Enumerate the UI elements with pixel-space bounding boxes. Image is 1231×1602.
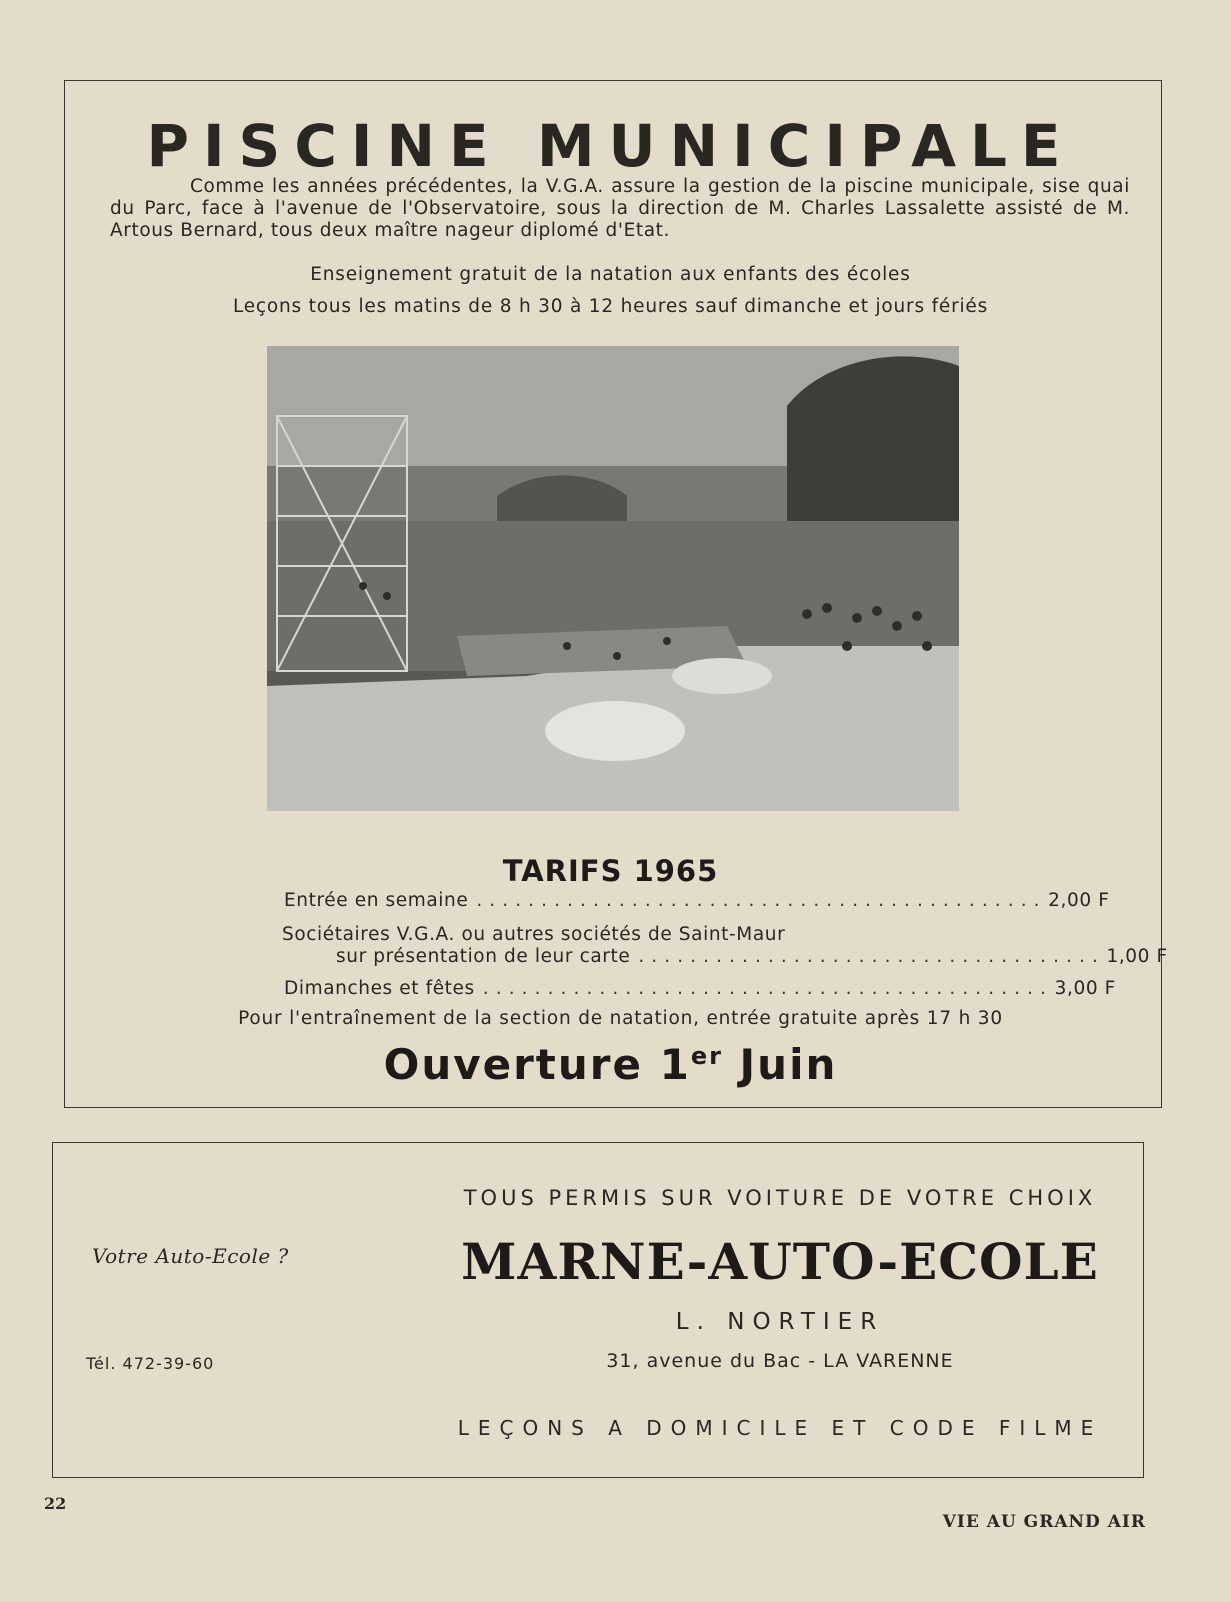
tarif-row-sundays — [284, 978, 1116, 999]
magazine-name: VIE AU GRAND AIR — [942, 1512, 1146, 1532]
tarif-row-members — [282, 924, 932, 945]
tarif-label: Entrée en semaine — [284, 890, 469, 911]
intro-paragraph: Comme les années précédentes, la V.G.A. assure la gestion de la piscine municipale, sise quai du Parc, face à l'avenue de l'Observatoire, sous la direction de M. Charles Lassalette assisté de M. Artous Bernard, tous deux maître nageur diplomé d'Etat. — [110, 176, 1130, 241]
tarif-label: Sociétaires V.G.A. ou autres sociétés de Saint-Maur — [282, 924, 786, 945]
tarif-price: 1,00 F — [1106, 946, 1168, 967]
leader-dots: . . . . . . . . . . . . . . . . . . . . . . . . . . . . . . . . . . . . — [638, 946, 1099, 967]
tarif-price: 2,00 F — [1048, 890, 1110, 911]
tarif-row-weekday — [284, 890, 1110, 911]
lessons-line: Leçons tous les matins de 8 h 30 à 12 heures sauf dimanche et jours fériés — [232, 296, 989, 317]
advert-footer-line: LEÇONS A DOMICILE ET CODE FILME — [457, 1416, 1103, 1440]
teaching-line: Enseignement gratuit de la natation aux enfants des écoles — [310, 264, 911, 285]
tarif-label: Dimanches et fêtes — [284, 978, 475, 999]
tarif-price: 3,00 F — [1054, 978, 1116, 999]
tarifs-title: TARIFS 1965 — [502, 854, 719, 888]
training-note: Pour l'entraînement de la section de natation, entrée gratuite après 17 h 30 — [238, 1008, 1003, 1029]
leader-dots: . . . . . . . . . . . . . . . . . . . . . . . . . . . . . . . . . . . . . . . . . . . . — [482, 978, 1047, 999]
pool-photo — [267, 346, 959, 811]
pool-photo-illustration — [267, 346, 959, 811]
tarif-row-members-card — [336, 946, 1168, 967]
advert-school-name: MARNE-AUTO-ECOLE — [461, 1232, 1099, 1291]
opening-prefix: Ouverture 1 — [383, 1040, 691, 1089]
opening-date — [0, 1040, 1221, 1089]
advert-owner: L. NORTIER — [675, 1309, 885, 1335]
opening-sup: er — [690, 1042, 723, 1070]
advert-address: 31, avenue du Bac - LA VARENNE — [606, 1350, 954, 1372]
advert-question: Votre Auto-Ecole ? — [92, 1244, 289, 1268]
opening-suffix: Juin — [722, 1040, 838, 1089]
tarif-label: sur présentation de leur carte — [336, 946, 631, 967]
advert-phone: Tél. 472-39-60 — [86, 1354, 215, 1373]
page-number: 22 — [44, 1494, 67, 1513]
page-title: PISCINE MUNICIPALE — [146, 112, 1075, 180]
leader-dots: . . . . . . . . . . . . . . . . . . . . . . . . . . . . . . . . . . . . . . . . . . . . — [476, 890, 1041, 911]
advert-tagline: TOUS PERMIS SUR VOITURE DE VOTRE CHOIX — [463, 1186, 1097, 1210]
